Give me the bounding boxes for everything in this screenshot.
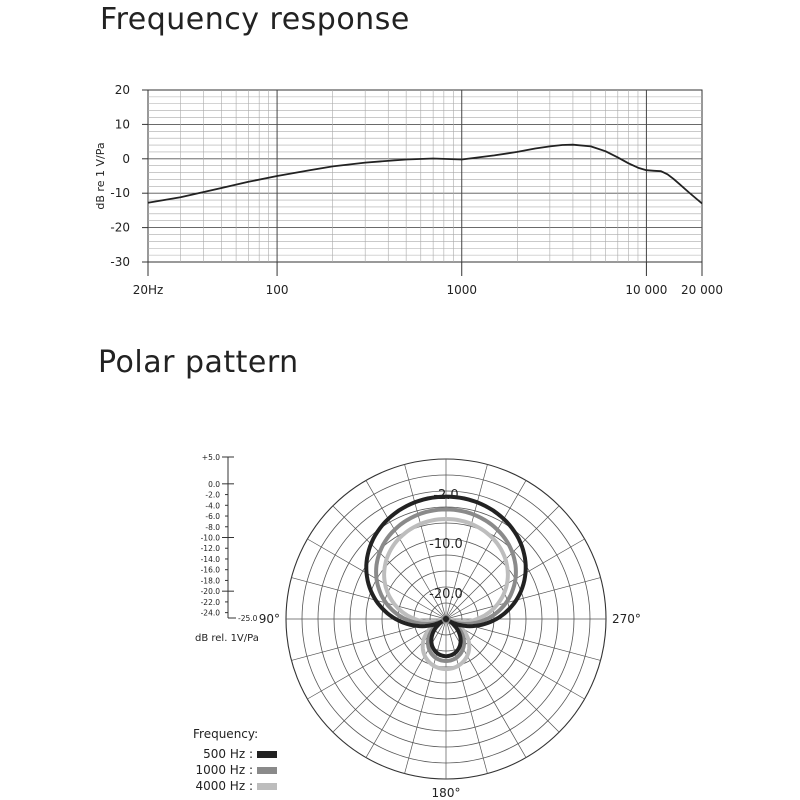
scale-label: -22.0	[200, 597, 220, 607]
polar-pattern-chart	[259, 459, 641, 800]
legend-title: Frequency:	[193, 727, 259, 741]
frequency-response-curve	[148, 145, 702, 204]
polar-pattern-title: Polar pattern	[98, 345, 299, 380]
y-tick-label: -20	[110, 220, 130, 235]
scale-label: -24.0	[200, 608, 220, 618]
y-axis-label: dB re 1 V/Pa	[94, 142, 107, 210]
legend-label: 1000 Hz :	[195, 763, 253, 777]
ring-label: -10.0	[429, 537, 463, 552]
frequency-response-chart	[94, 83, 723, 297]
legend-label: 4000 Hz :	[195, 779, 253, 793]
y-tick-label: 20	[114, 83, 130, 97]
scale-label: -6.0	[205, 512, 220, 522]
polar-scale-bar	[195, 453, 259, 644]
legend-swatch	[257, 751, 277, 758]
legend-item	[193, 747, 277, 761]
ring-label: -20.0	[429, 587, 463, 602]
legend-label: 500 Hz :	[203, 747, 253, 761]
polar-spoke	[446, 619, 526, 758]
y-tick-label: 10	[114, 117, 130, 132]
x-tick-label: 1000	[446, 283, 478, 297]
scale-label: -2.0	[205, 490, 220, 500]
scale-unit-label: dB rel. 1V/Pa	[195, 633, 259, 644]
legend-item	[193, 779, 277, 793]
scale-label: -8.0	[205, 522, 220, 532]
scale-label: -16.0	[200, 565, 220, 575]
y-tick-label: -30	[110, 255, 130, 269]
angle-label: 270°	[612, 612, 641, 626]
scale-label: -12.0	[200, 544, 220, 554]
angle-label: 180°	[431, 786, 461, 800]
x-tick-label: 10 000	[625, 283, 668, 297]
legend-swatch	[257, 767, 277, 774]
ring-label: -2.0	[433, 488, 459, 503]
scale-label: -25.0	[238, 614, 258, 623]
polar-spoke	[366, 619, 446, 758]
x-tick-label: 20Hz	[132, 283, 164, 297]
x-tick-label: 20 000	[681, 283, 723, 297]
legend-swatch	[257, 783, 277, 790]
angle-label: 90°	[258, 612, 280, 626]
polar-center	[443, 616, 449, 622]
scale-label: +5.0	[201, 453, 220, 462]
scale-label: 0.0	[208, 479, 220, 489]
plot-frame	[148, 90, 702, 262]
scale-label: -14.0	[200, 554, 220, 564]
y-tick-label: 0	[122, 151, 130, 166]
polar-spoke	[405, 619, 446, 774]
scale-label: -20.0	[200, 587, 220, 597]
polar-spoke	[446, 619, 487, 774]
x-tick-label: 100	[265, 283, 289, 297]
scale-label: -18.0	[200, 576, 220, 586]
legend-item	[193, 763, 277, 777]
scale-label: -10.0	[200, 533, 220, 543]
scale-label: -4.0	[205, 501, 220, 511]
y-tick-label: -10	[110, 186, 130, 201]
frequency-response-title: Frequency response	[100, 2, 410, 37]
